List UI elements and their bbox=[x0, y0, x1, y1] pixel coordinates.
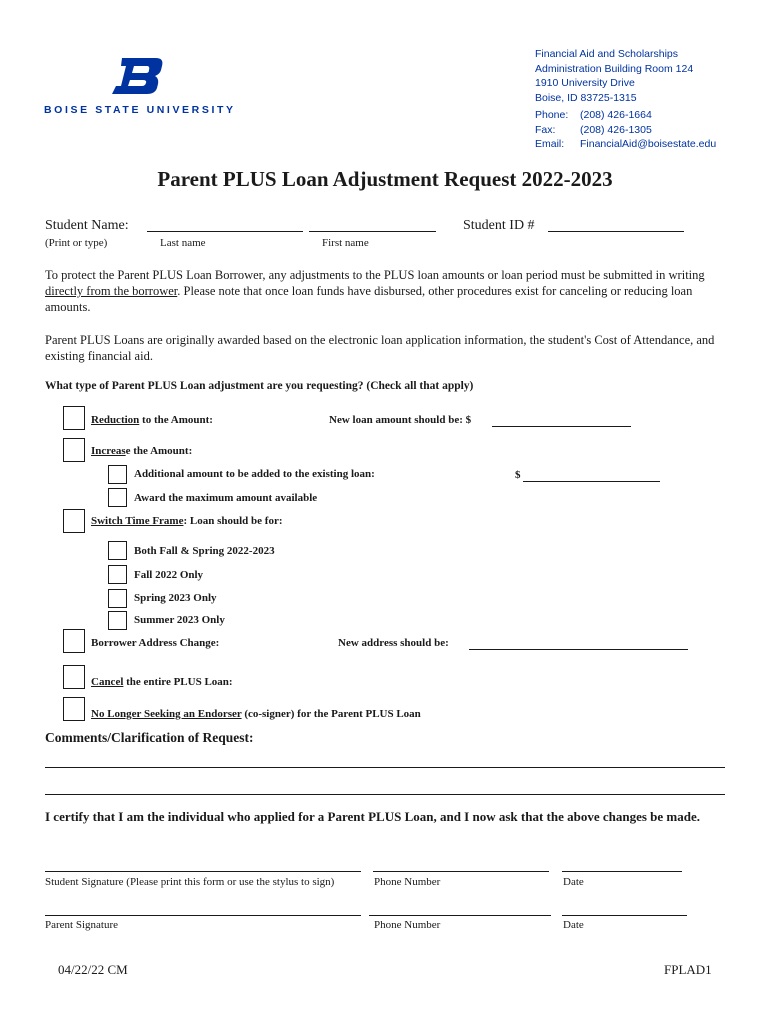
switch-underlined: Switch Time Frame bbox=[91, 515, 184, 527]
summer-checkbox[interactable] bbox=[108, 611, 127, 630]
student-id-field[interactable] bbox=[548, 231, 684, 232]
building: Administration Building Room 124 bbox=[535, 62, 694, 75]
street: 1910 University Drive bbox=[535, 77, 635, 89]
parent-signature-line[interactable] bbox=[45, 915, 361, 916]
reduction-rest: to the Amount: bbox=[139, 414, 213, 426]
first-name-caption: First name bbox=[322, 237, 369, 249]
increase-rest: e the Amount: bbox=[125, 445, 193, 457]
fax-value: (208) 426-1305 bbox=[580, 123, 652, 136]
reduction-underlined: Reduction bbox=[91, 414, 140, 426]
reduction-checkbox[interactable] bbox=[63, 406, 85, 430]
paragraph-award-basis: Parent PLUS Loans are originally awarded based on the electronic loan application information, the student's Cost of Attendance, and existing financial aid. bbox=[45, 333, 715, 363]
cancel-rest: the entire PLUS Loan: bbox=[123, 676, 233, 688]
address-change-checkbox[interactable] bbox=[63, 629, 85, 653]
fall-label: Fall 2022 Only bbox=[134, 569, 204, 581]
additional-amount-checkbox[interactable] bbox=[108, 465, 127, 484]
comments-label: Comments/Clarification of Request: bbox=[45, 730, 254, 745]
endorser-label bbox=[91, 708, 421, 720]
student-signature-label: Student Signature bbox=[45, 876, 124, 888]
endorser-checkbox[interactable] bbox=[63, 697, 85, 721]
increase-checkbox[interactable] bbox=[63, 438, 85, 462]
cancel-underlined: Cancel bbox=[91, 676, 124, 688]
spring-label: Spring 2023 Only bbox=[134, 592, 217, 604]
phone-row bbox=[535, 108, 716, 123]
both-terms-checkbox[interactable] bbox=[108, 541, 127, 560]
email-label: Email: bbox=[535, 138, 565, 150]
comments-line-1[interactable] bbox=[45, 767, 725, 768]
additional-amount-label: Additional amount to be added to the existing loan: bbox=[134, 468, 375, 480]
comments-line-2[interactable] bbox=[45, 794, 725, 795]
fax-label: Fax: bbox=[535, 123, 556, 136]
parent-signature-caption: Parent Signature bbox=[45, 919, 119, 931]
footer-form-code: FPLAD1 bbox=[664, 962, 712, 977]
fax-row bbox=[535, 123, 716, 138]
last-name-field[interactable] bbox=[147, 231, 303, 232]
contact-block bbox=[535, 47, 716, 152]
email-row bbox=[535, 137, 716, 152]
new-address-field[interactable] bbox=[469, 649, 688, 650]
parent-phone-caption: Phone Number bbox=[374, 919, 441, 931]
switch-time-frame-label bbox=[91, 515, 283, 527]
student-phone-line[interactable] bbox=[373, 871, 549, 872]
cancel-loan-label bbox=[91, 676, 233, 688]
paragraph1-part-a: To protect the Parent PLUS Loan Borrower, any adjustments to the PLUS loan amounts or loan period must be submitted in writing bbox=[45, 268, 705, 282]
boise-state-b-logo bbox=[112, 56, 164, 96]
paragraph1-underlined: directly from the borrower bbox=[45, 284, 178, 298]
student-name-label: Student Name: bbox=[45, 218, 129, 233]
student-signature-caption bbox=[45, 876, 334, 888]
new-amount-label: New loan amount should be: $ bbox=[329, 414, 472, 426]
fall-checkbox[interactable] bbox=[108, 565, 127, 584]
switch-rest: : Loan should be for: bbox=[183, 515, 283, 527]
certification-statement: I certify that I am the individual who applied for a Parent PLUS Loan, and I now ask that the above changes be made. bbox=[45, 809, 700, 824]
student-date-caption: Date bbox=[563, 876, 584, 888]
additional-dollar-sign: $ bbox=[515, 469, 521, 481]
student-date-line[interactable] bbox=[562, 871, 682, 872]
student-id-label: Student ID # bbox=[463, 218, 535, 233]
university-name: BOISE STATE UNIVERSITY bbox=[44, 104, 236, 116]
endorser-rest: (co-signer) for the Parent PLUS Loan bbox=[241, 708, 421, 720]
award-max-checkbox[interactable] bbox=[108, 488, 127, 507]
city: Boise, ID 83725-1315 bbox=[535, 91, 637, 104]
last-name-caption: Last name bbox=[160, 237, 206, 249]
email-value[interactable]: FinancialAid@boisestate.edu bbox=[580, 138, 717, 150]
office-name: Financial Aid and Scholarships bbox=[535, 48, 679, 60]
paragraph-borrower-notice bbox=[45, 267, 725, 315]
both-terms-label: Both Fall & Spring 2022-2023 bbox=[134, 545, 275, 557]
increase-label bbox=[91, 445, 192, 457]
adjustment-question: What type of Parent PLUS Loan adjustment are you requesting? (Check all that apply) bbox=[45, 380, 474, 392]
increase-underlined: Increas bbox=[91, 445, 126, 457]
first-name-field[interactable] bbox=[309, 231, 436, 232]
endorser-underlined: No Longer Seeking an Endorser bbox=[91, 708, 242, 720]
new-address-label: New address should be: bbox=[338, 637, 449, 649]
switch-time-frame-checkbox[interactable] bbox=[63, 509, 85, 533]
student-signature-hint: (Please print this form or use the stylus to sign) bbox=[126, 876, 335, 888]
phone-value: (208) 426-1664 bbox=[580, 109, 652, 121]
additional-amount-field[interactable] bbox=[523, 481, 660, 482]
cancel-loan-checkbox[interactable] bbox=[63, 665, 85, 689]
address-change-label: Borrower Address Change: bbox=[91, 637, 220, 649]
parent-phone-line[interactable] bbox=[369, 915, 551, 916]
parent-date-caption: Date bbox=[563, 919, 584, 931]
summer-label: Summer 2023 Only bbox=[134, 614, 225, 626]
page-title: Parent PLUS Loan Adjustment Request 2022-2023 bbox=[157, 167, 613, 191]
phone-label: Phone: bbox=[535, 109, 569, 121]
spring-checkbox[interactable] bbox=[108, 589, 127, 608]
new-amount-field[interactable] bbox=[492, 426, 631, 427]
paragraph1-part-b: . Please note that once loan funds have disbursed, other procedures exist for canceling or reducing loan amounts. bbox=[45, 284, 693, 314]
print-hint: (Print or type) bbox=[45, 237, 108, 249]
award-max-label: Award the maximum amount available bbox=[134, 492, 318, 504]
parent-date-line[interactable] bbox=[562, 915, 687, 916]
student-phone-caption: Phone Number bbox=[374, 876, 441, 888]
reduction-label bbox=[91, 414, 213, 426]
student-signature-line[interactable] bbox=[45, 871, 361, 872]
footer-revision: 04/22/22 CM bbox=[58, 962, 128, 977]
